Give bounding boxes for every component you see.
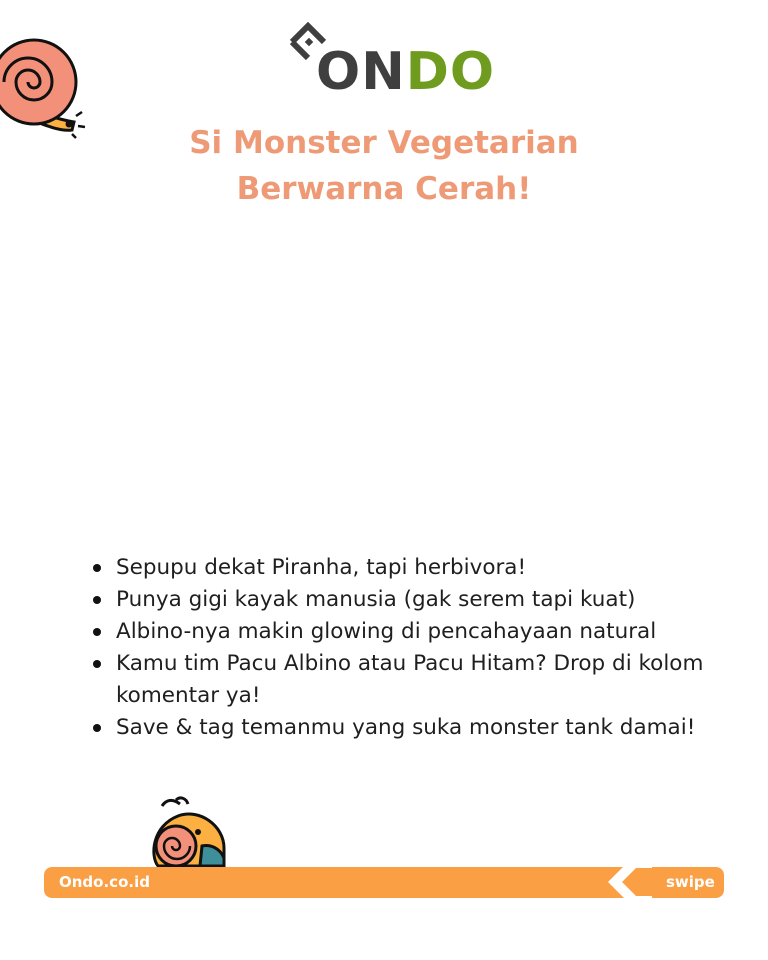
list-item: Punya gigi kayak manusia (gak serem tapi kuat) <box>92 584 712 616</box>
page-title <box>0 120 768 212</box>
chevron-left-icon <box>606 862 652 902</box>
swipe-button[interactable]: swipe <box>666 873 715 891</box>
logo-wordmark <box>316 44 495 100</box>
footer-site-link[interactable]: Ondo.co.id <box>59 873 150 891</box>
logo-text-green: DO <box>405 42 496 102</box>
ondo-logo <box>288 22 496 102</box>
snail-bottom-icon <box>140 796 232 870</box>
list-item: Sepupu dekat Piranha, tapi herbivora! <box>92 552 712 584</box>
list-item: Save & tag temanmu yang suka monster tank damai! <box>92 712 712 744</box>
list-item: Kamu tim Pacu Albino atau Pacu Hitam? Drop di kolom komentar ya! <box>92 648 712 712</box>
list-item: Albino-nya makin glowing di pencahayaan natural <box>92 616 712 648</box>
title-line-2: Berwarna Cerah! <box>236 171 532 207</box>
fact-list <box>92 552 712 744</box>
logo-text-dark: ON <box>316 42 406 102</box>
title-line-1: Si Monster Vegetarian <box>189 125 579 161</box>
